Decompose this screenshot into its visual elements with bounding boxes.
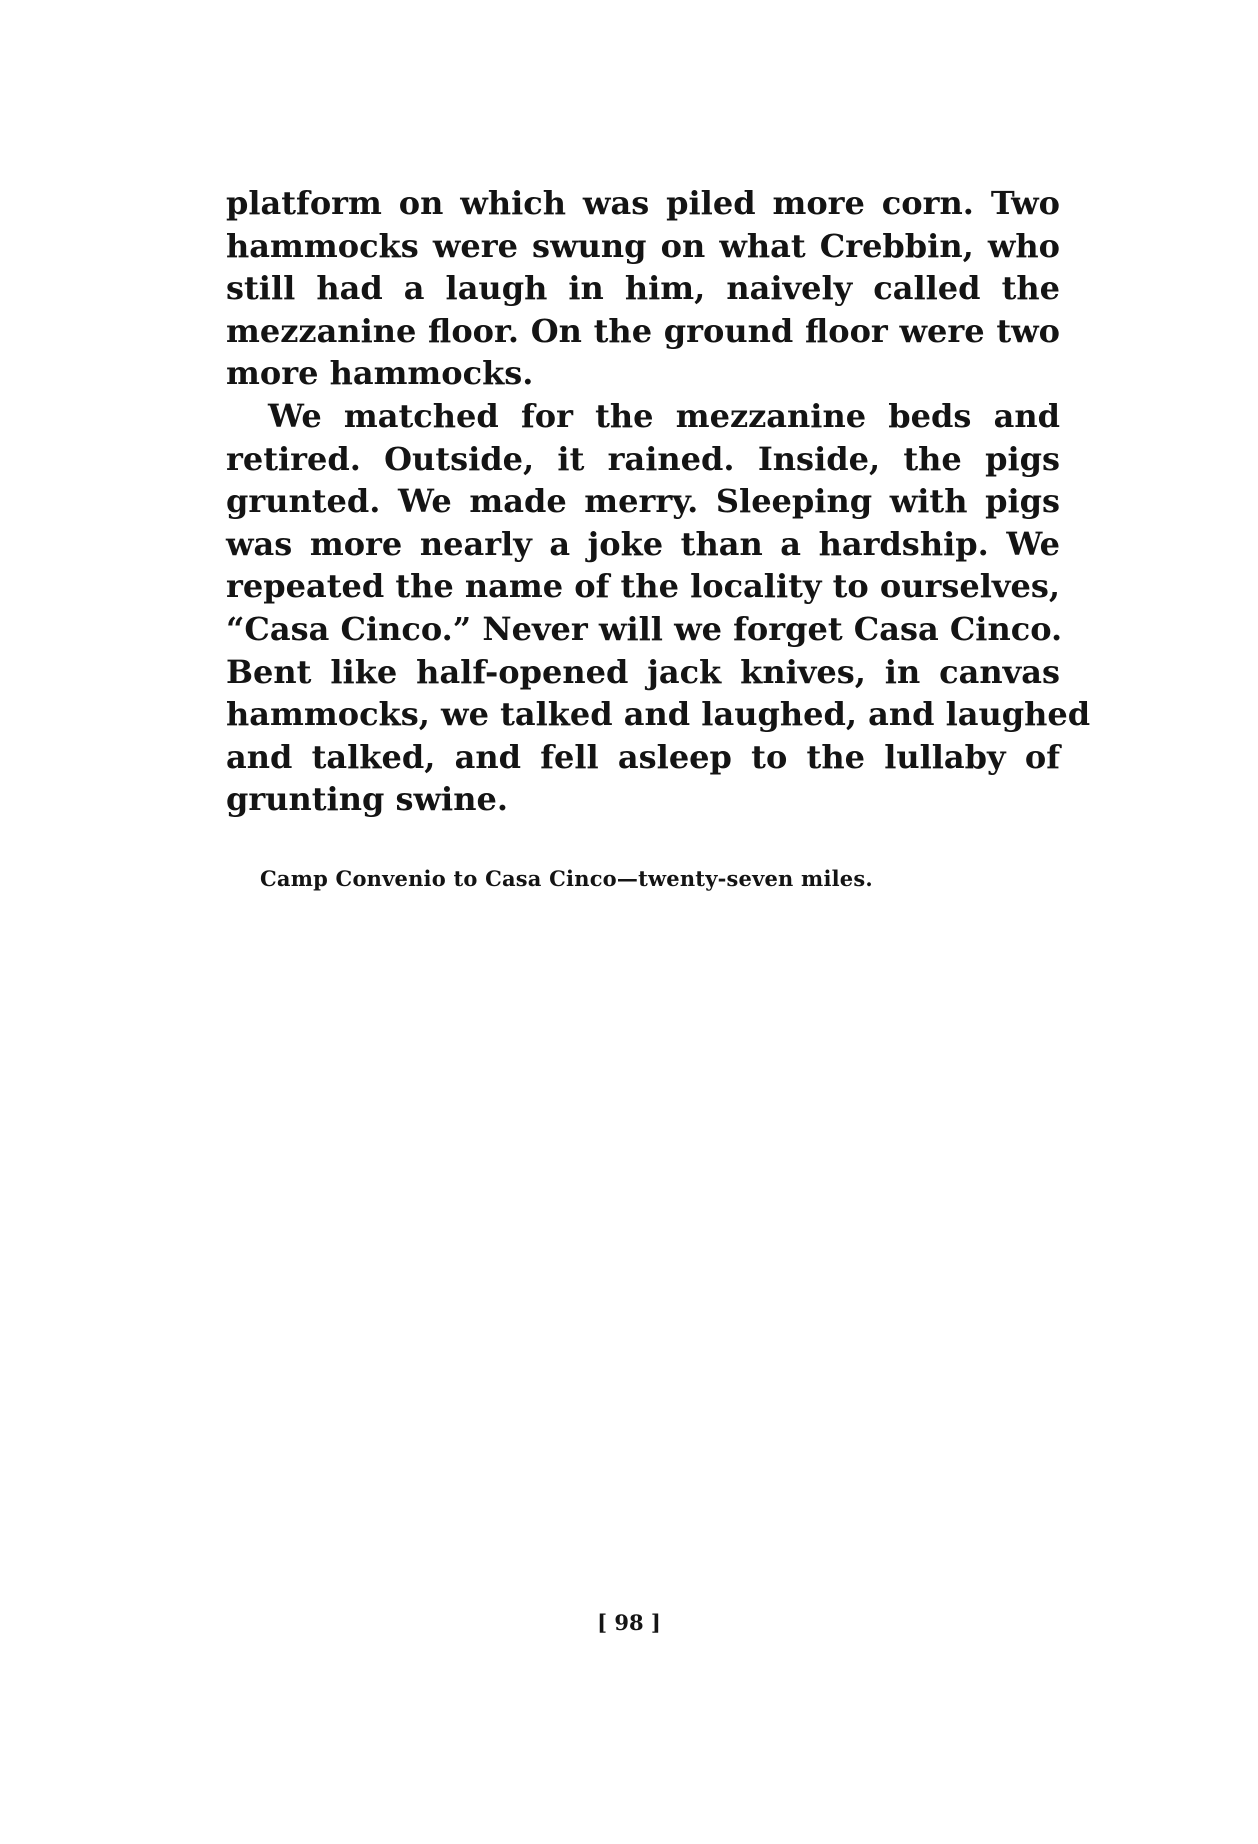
text-line: “Casa Cinco.” Never will we forget Casa Cinco. — [226, 609, 1063, 648]
text-line: repeated the name of the locality to ourselves, — [226, 567, 1060, 606]
text-line: grunted. We made merry. Sleeping with pigs — [226, 482, 1060, 521]
text-line: Bent like half-opened jack knives, in canvas — [226, 652, 1060, 691]
text-line: and talked, and fell asleep to the lullaby of — [226, 737, 1060, 776]
page-number: [ 98 ] — [597, 1610, 661, 1635]
text-line: retired. Outside, it rained. Inside, the pigs — [226, 439, 1060, 478]
section-caption: Camp Convenio to Casa Cinco—twenty-seven miles. — [260, 866, 873, 891]
text-line: grunting swine. — [226, 780, 508, 819]
text-line: more hammocks. — [226, 354, 534, 393]
text-line: hammocks, we talked and laughed, and laughed — [226, 695, 1091, 734]
text-line: mezzanine floor. On the ground floor were two — [226, 311, 1060, 350]
text-line: platform on which was piled more corn. Two — [226, 184, 1060, 222]
text-line: was more nearly a joke than a hardship. We — [226, 524, 1060, 563]
body-text — [226, 182, 1091, 821]
text-line: still had a laugh in him, naively called the — [226, 269, 1060, 308]
text-line: hammocks were swung on what Crebbin, who — [226, 226, 1060, 265]
text-line: We matched for the mezzanine beds and — [268, 396, 1060, 435]
